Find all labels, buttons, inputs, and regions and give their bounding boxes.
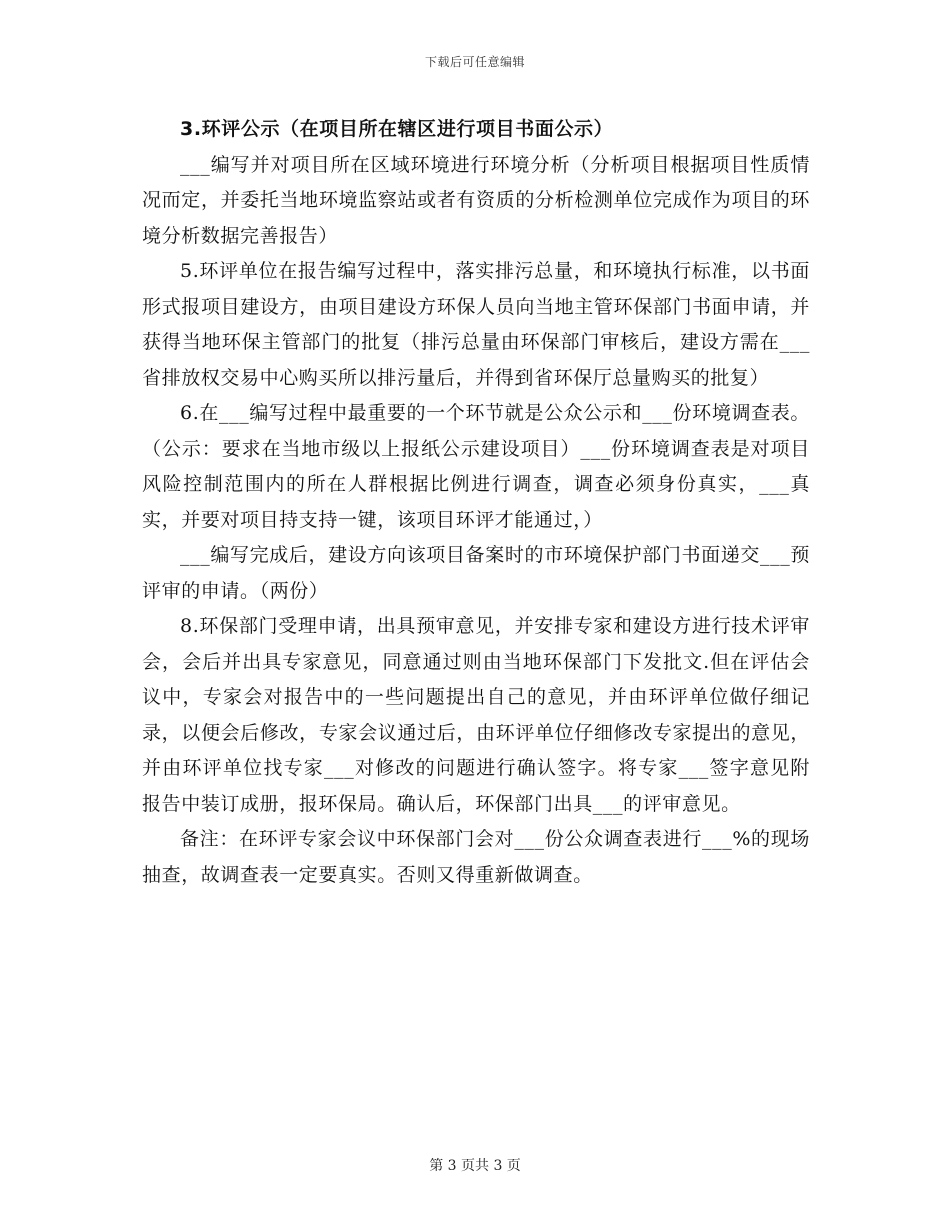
paragraph-6: 6.在___编写过程中最重要的一个环节就是公众公示和___份环境调查表。（公示：要求在当地市级以上报纸公示建设项目）___份环境调查表是对项目风险控制范围内的所在人群根据比例进行调查，调查必须身份真实，___真实，并要对项目持支持一键，该项目环评才能通过，）: [142, 402, 810, 531]
paragraph-5: 5.环评单位在报告编写过程中，落实排污总量，和环境执行标准，以书面形式报项目建设方，由项目建设方环保人员向当地主管环保部门书面申请，并获得当地环保主管部门的批复（排污总量由环保部门审核后，建设方需在___省排放权交易中心购买所以排污量后，并得到省环保厅总量购买的批复）: [142, 260, 810, 389]
page-footer: 第 3 页共 3 页: [429, 1158, 521, 1174]
paragraph-analysis: ___编写并对项目所在区域环境进行环境分析（分析项目根据项目性质情况而定，并委托当地环境监察站或者有资质的分析检测单位完成作为项目的环境分析数据完善报告）: [142, 153, 810, 247]
paragraph-note: 备注：在环评专家会议中环保部门会对___份公众调查表进行___%的现场抽查，故调查表一定要真实。否则又得重新做调查。: [142, 828, 810, 886]
document-body: [142, 112, 810, 893]
paragraph-8: 8.环保部门受理申请，出具预审意见，并安排专家和建设方进行技术评审会，会后并出具专家意见，同意通过则由当地环保部门下发批文.但在评估会议中，专家会对报告中的一些问题提出自己的意见，并由环评单位做仔细记录，以便会后修改，专家会议通过后，由环评单位仔细修改专家提出的意见，并由环评单位找专家___对修改的问题进行确认签字。将专家___签字意见附报告中装订成册，报环保局。确认后，环保部门出具___的评审意见。: [142, 615, 810, 815]
paragraph-submission: ___编写完成后，建设方向该项目备案时的市环境保护部门书面递交___预评审的申请。（两份）: [142, 544, 810, 602]
section-heading: 3.环评公示（在项目所在辖区进行项目书面公示）: [180, 118, 614, 140]
page-header: 下载后可任意编辑: [424, 55, 525, 69]
